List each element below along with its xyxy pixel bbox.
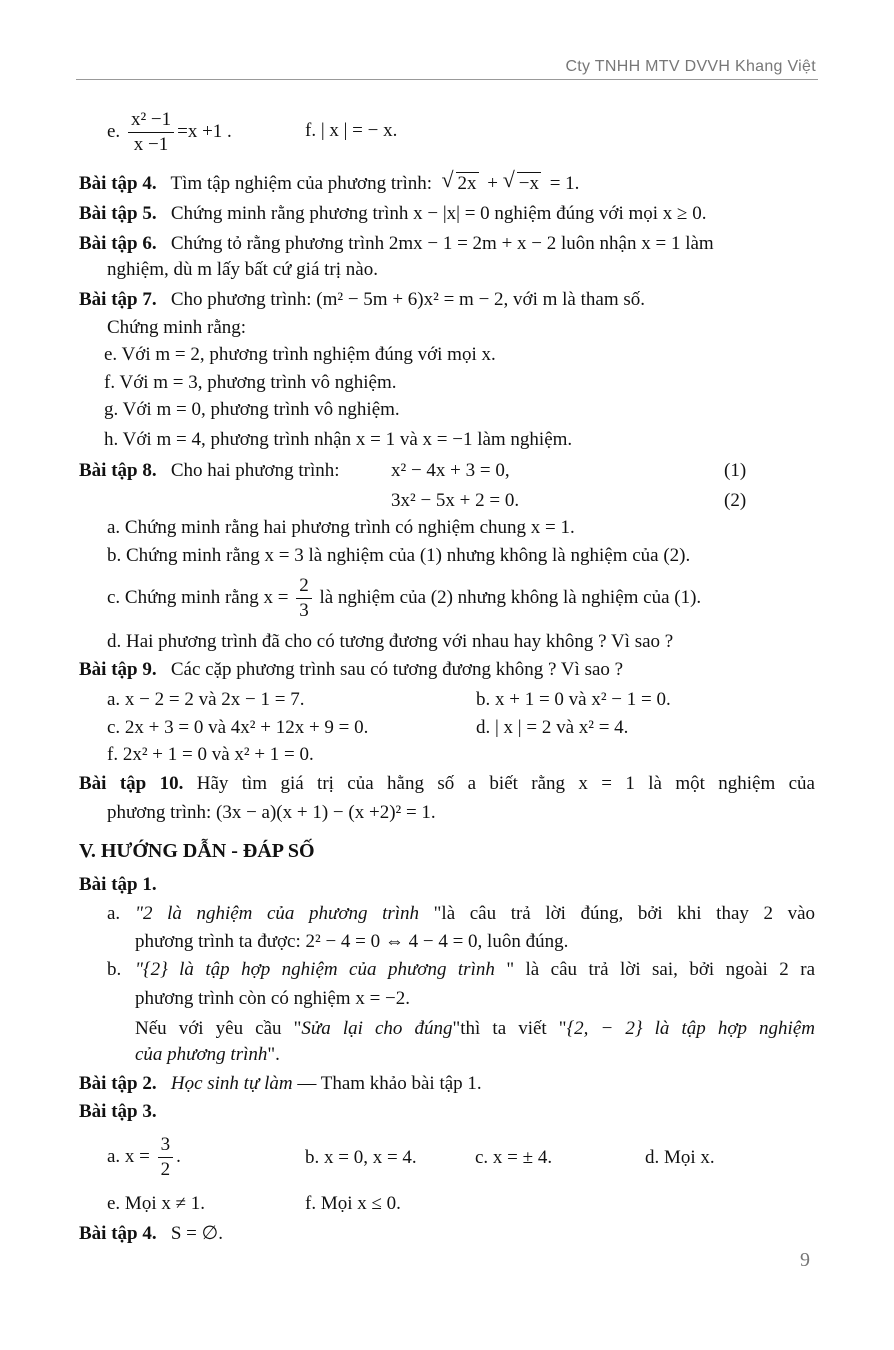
item-f: f. | x | = − x. xyxy=(305,120,398,141)
list-item: e. Với m = 2, phương trình nghiệm đúng với mọi x. xyxy=(104,344,496,365)
page-number: 9 xyxy=(800,1249,810,1271)
item-label: e. xyxy=(107,120,121,142)
answer-1b-label: b. xyxy=(107,959,122,980)
exercise-10-cont: phương trình: (3x − a)(x + 1) − (x +2)² = 1. xyxy=(107,802,436,823)
fraction-numerator: 3 xyxy=(158,1133,174,1158)
exercise-text: Chứng minh rằng phương trình x − |x| = 0 nghiệm đúng với mọi x ≥ 0. xyxy=(170,203,707,224)
exercise-title: Bài tập 8. xyxy=(79,460,157,481)
answer-2 xyxy=(79,1073,482,1095)
exercise-10 xyxy=(79,773,815,795)
answer-3b: b. x = 0, x = 4. xyxy=(305,1147,417,1168)
list-item: f. 2x² + 1 = 0 và x² + 1 = 0. xyxy=(107,744,314,765)
answer-1b-cont: phương trình còn có nghiệm x = −2. xyxy=(135,988,411,1009)
answer-1-note-cont xyxy=(135,1044,280,1066)
italic-text: "2 là nghiệm của phương trình xyxy=(135,903,420,924)
exercise-text: Tìm tập nghiệm của phương trình: xyxy=(170,173,433,194)
exercise-text: Các cặp phương trình sau có tương đương không ? Vì sao ? xyxy=(170,659,624,680)
list-item: d. Hai phương trình đã cho có tương đương với nhau hay không ? Vì sao ? xyxy=(107,631,674,652)
list-item: f. Với m = 3, phương trình vô nghiệm. xyxy=(104,372,397,393)
answer-text: Nếu với yêu cầu " xyxy=(135,1018,302,1039)
item-text: là nghiệm của (2) nhưng không là nghiệm của (1). xyxy=(319,586,702,608)
italic-text: Sửa lại cho đúng xyxy=(301,1018,453,1039)
equation-rhs: = 1. xyxy=(549,173,580,194)
answer-text: S = ∅. xyxy=(170,1223,223,1244)
list-item: a. x − 2 = 2 và 2x − 1 = 7. xyxy=(107,689,305,710)
italic-text: của phương trình xyxy=(135,1044,268,1065)
exercise-title: Bài tập 9. xyxy=(79,659,157,680)
answer-text: . xyxy=(176,1145,181,1167)
italic-text: Học sinh tự làm xyxy=(170,1073,293,1094)
list-item: h. Với m = 4, phương trình nhận x = 1 và x = −1 làm nghiệm. xyxy=(104,429,573,450)
equation-1: x² − 4x + 3 = 0, xyxy=(391,460,510,481)
equation-2-number: (2) xyxy=(724,490,747,511)
exercise-5 xyxy=(79,203,706,225)
answer-1-note xyxy=(135,1018,815,1040)
list-item: b. x + 1 = 0 và x² − 1 = 0. xyxy=(476,689,671,710)
fraction-denominator: 2 xyxy=(160,1159,171,1180)
equation-1-number: (1) xyxy=(724,460,747,481)
answer-text: — Tham khảo bài tập 1. xyxy=(297,1073,482,1094)
answer-1b xyxy=(135,959,815,981)
fraction xyxy=(296,574,312,623)
answer-1a-label: a. xyxy=(107,903,121,924)
fraction-numerator: x² −1 xyxy=(128,108,174,133)
equation-2: 3x² − 5x + 2 = 0. xyxy=(391,490,520,511)
exercise-title: Bài tập 4. xyxy=(79,173,157,194)
answer-1-title: Bài tập 1. xyxy=(79,874,157,895)
answer-text: ". xyxy=(267,1044,280,1065)
sqrt-expression: √ −x xyxy=(502,167,539,194)
exercise-title: Bài tập 7. xyxy=(79,289,157,310)
exercise-text: Cho phương trình: (m² − 5m + 6)x² = m − 2, với m là tham số. xyxy=(170,289,645,310)
item-e-line xyxy=(107,108,232,157)
answer-title: Bài tập 2. xyxy=(79,1073,157,1094)
exercise-9 xyxy=(79,659,623,681)
exercise-7-sub: Chứng minh rằng: xyxy=(107,317,247,338)
exercise-6-cont: nghiệm, dù m lấy bất cứ giá trị nào. xyxy=(107,259,378,280)
answer-title: Bài tập 4. xyxy=(79,1223,157,1244)
answer-3-title: Bài tập 3. xyxy=(79,1101,157,1122)
italic-text: "{2} là tập hợp nghiệm của phương trình xyxy=(135,959,495,980)
exercise-text: Hãy tìm giá trị của hằng số a biết rằng x = 1 là một nghiệm của xyxy=(196,773,815,794)
list-item-c xyxy=(107,574,701,623)
exercise-7 xyxy=(79,289,645,311)
plus-sign: + xyxy=(487,173,498,194)
equation-rhs: =x +1 . xyxy=(177,120,232,142)
list-item: g. Với m = 0, phương trình vô nghiệm. xyxy=(104,399,400,420)
fraction-denominator: 3 xyxy=(299,600,309,621)
exercise-text: Cho hai phương trình: xyxy=(170,460,340,481)
answer-text: a. x = xyxy=(107,1145,150,1167)
header-rule xyxy=(76,79,818,80)
answer-1a xyxy=(135,903,815,925)
fraction xyxy=(158,1133,174,1182)
exercise-6 xyxy=(79,233,714,255)
exercise-title: Bài tập 6. xyxy=(79,233,157,254)
answer-3a xyxy=(107,1133,181,1182)
exercise-8 xyxy=(79,460,340,482)
answer-1a-cont: phương trình ta được: 2² − 4 = 0 ⇔ 4 − 4 = 0, luôn đúng. xyxy=(135,931,569,952)
fraction xyxy=(128,108,174,157)
list-item: a. Chứng minh rằng hai phương trình có nghiệm chung x = 1. xyxy=(107,517,575,538)
exercise-title: Bài tập 5. xyxy=(79,203,157,224)
answer-3c: c. x = ± 4. xyxy=(475,1147,553,1168)
italic-text: {2, − 2} là tập hợp nghiệm xyxy=(566,1018,815,1039)
answer-3d: d. Mọi x. xyxy=(645,1147,715,1168)
exercise-4 xyxy=(79,167,580,195)
list-item: d. | x | = 2 và x² = 4. xyxy=(476,717,629,738)
exercise-text: Chứng tỏ rằng phương trình 2mx − 1 = 2m + x − 2 luôn nhận x = 1 làm xyxy=(170,233,714,254)
fraction-denominator: x −1 xyxy=(133,134,169,155)
page-header: Cty TNHH MTV DVVH Khang Việt xyxy=(565,58,816,75)
sqrt-expression: √ 2x xyxy=(441,167,477,194)
list-item: b. Chứng minh rằng x = 3 là nghiệm của (1) nhưng không là nghiệm của (2). xyxy=(107,545,691,566)
exercise-title: Bài tập 10. xyxy=(79,773,184,794)
answer-text: "thì ta viết " xyxy=(452,1018,567,1039)
item-text: c. Chứng minh rằng x = xyxy=(107,586,289,608)
answer-text: " là câu trả lời sai, bởi ngoài 2 ra xyxy=(506,959,815,980)
fraction-numerator: 2 xyxy=(296,574,312,599)
section-heading: V. HƯỚNG DẪN - ĐÁP SỐ xyxy=(79,840,315,862)
list-item: c. 2x + 3 = 0 và 4x² + 12x + 9 = 0. xyxy=(107,717,369,738)
answer-3f: f. Mọi x ≤ 0. xyxy=(305,1193,401,1214)
answer-text: "là câu trả lời đúng, bởi khi thay 2 vào xyxy=(433,903,816,924)
answer-3e: e. Mọi x ≠ 1. xyxy=(107,1193,206,1214)
answer-4 xyxy=(79,1223,223,1245)
